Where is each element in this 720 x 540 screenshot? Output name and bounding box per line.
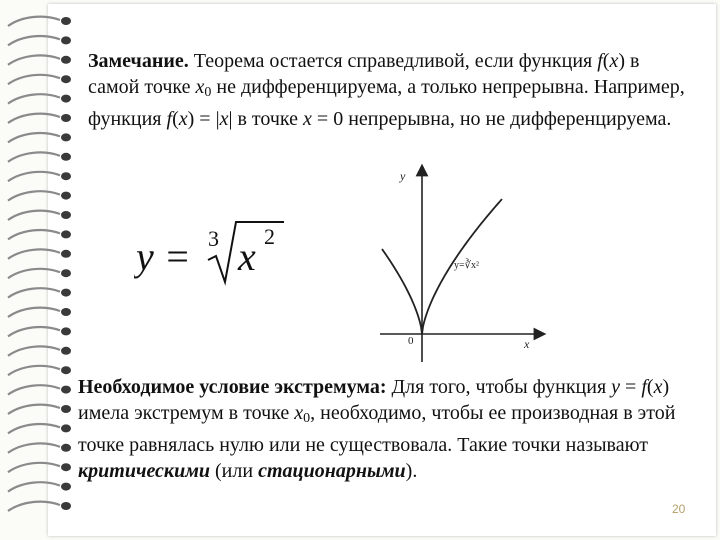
binding-hole: [61, 192, 71, 200]
binding-hole: [61, 405, 71, 413]
binding-hole: [61, 250, 71, 258]
binding-hole: [61, 483, 71, 491]
origin-label: 0: [408, 335, 414, 347]
spiral-binding: [0, 0, 90, 540]
formula-root-index: 3: [208, 226, 219, 251]
binding-hole: [61, 133, 71, 141]
binding-ring: [8, 308, 60, 317]
binding-hole: [61, 444, 71, 452]
binding-ring: [8, 114, 60, 123]
binding-ring: [8, 405, 60, 414]
curve-cube-root-x-squared: [382, 199, 502, 334]
binding-ring: [8, 211, 60, 220]
binding-hole: [61, 114, 71, 122]
binding-hole: [61, 308, 71, 316]
binding-ring: [8, 230, 60, 239]
critical-term: критическими: [78, 460, 211, 482]
condition-heading: Необходимое условие экстремума:: [78, 376, 387, 398]
remark-paragraph: Замечание. Теорема остается справедливой, если функция f(x) в самой точке $x_0$ не дифференцируема, а только непрерывна. Например, функция f(x) = |x| в точке x = 0 непрерывна, но не дифференцируема.: [88, 50, 685, 130]
binding-hole: [61, 36, 71, 44]
binding-hole: [61, 347, 71, 355]
binding-ring: [8, 482, 60, 491]
binding-hole: [61, 95, 71, 103]
binding-hole: [61, 17, 71, 25]
stationary-term: стационарными: [258, 460, 406, 482]
binding-hole: [61, 75, 71, 83]
binding-ring: [8, 191, 60, 200]
binding-ring: [8, 172, 60, 181]
binding-ring: [8, 94, 60, 103]
remark-heading: Замечание.: [88, 50, 189, 72]
binding-ring: [8, 443, 60, 452]
binding-hole: [61, 211, 71, 219]
binding-ring: [8, 249, 60, 258]
binding-ring: [8, 502, 60, 511]
extremum-condition-paragraph: Необходимое условие экстремума: Для того, чтобы функция y = f(x) имела экстремум в точке $x_0$, необходимо, чтобы ее производная в этой точке равнялась нулю или не существовала. Такие точки называют критическими (или стационарными).: [78, 376, 676, 482]
x-axis-label: x: [524, 337, 530, 351]
binding-ring: [8, 75, 60, 84]
binding-hole: [61, 386, 71, 394]
binding-hole: [61, 502, 71, 510]
binding-ring: [8, 133, 60, 142]
binding-ring: [8, 327, 60, 336]
formula-radicand: x: [238, 234, 256, 279]
binding-ring: [8, 55, 60, 64]
binding-hole: [61, 424, 71, 432]
binding-hole: [61, 366, 71, 374]
function-graph: [380, 162, 550, 372]
binding-hole: [61, 327, 71, 335]
binding-ring: [8, 269, 60, 278]
curve-label: y=∛x²: [454, 260, 480, 271]
binding-hole: [61, 56, 71, 64]
binding-hole: [61, 230, 71, 238]
binding-ring: [8, 424, 60, 433]
binding-hole: [61, 463, 71, 471]
binding-hole: [61, 153, 71, 161]
binding-ring: [8, 385, 60, 394]
binding-ring: [8, 366, 60, 375]
binding-ring: [8, 288, 60, 297]
formula-exponent: 2: [264, 224, 275, 249]
binding-ring: [8, 17, 60, 26]
formula-lhs: y =: [136, 234, 191, 279]
cube-root-formula: [134, 212, 294, 292]
binding-ring: [8, 463, 60, 472]
binding-ring: [8, 152, 60, 161]
binding-hole: [61, 289, 71, 297]
binding-hole: [61, 172, 71, 180]
y-axis-label: y: [400, 169, 406, 183]
page-number: 20: [672, 502, 686, 516]
binding-hole: [61, 269, 71, 277]
binding-ring: [8, 36, 60, 45]
binding-ring: [8, 346, 60, 355]
